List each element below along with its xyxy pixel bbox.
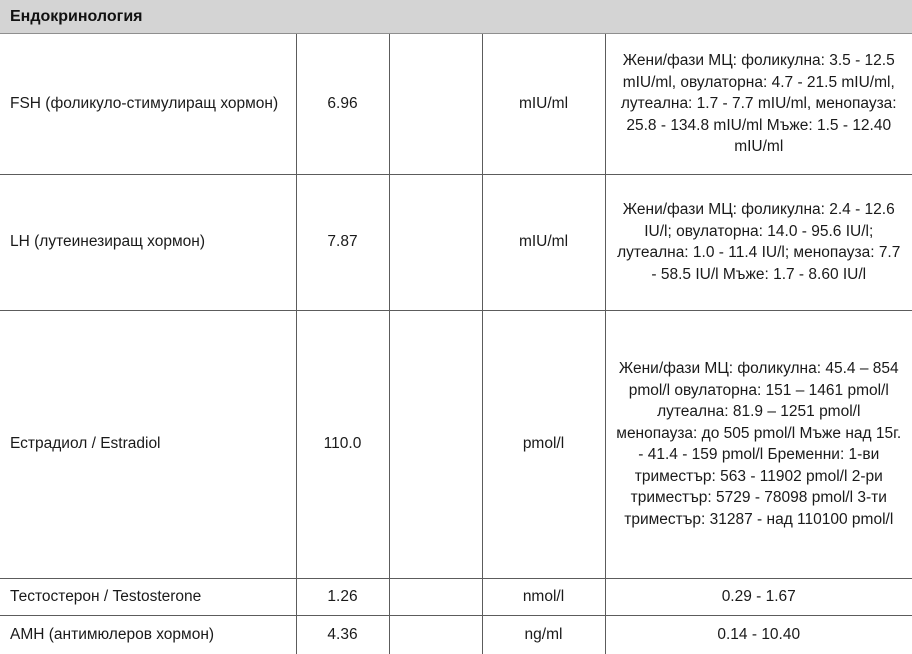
unit-cell: ng/ml <box>482 615 605 654</box>
result-value-cell: 6.96 <box>296 34 389 174</box>
unit-cell: pmol/l <box>482 310 605 578</box>
test-name-cell: Тестостерон / Testosterone <box>0 578 296 615</box>
table-row <box>0 34 912 174</box>
unit-cell: mIU/ml <box>482 34 605 174</box>
test-name-cell: АМН (антимюлеров хормон) <box>0 615 296 654</box>
table-row <box>0 310 912 578</box>
reference-range-cell: Жени/фази МЦ: фоликулна: 2.4 - 12.6 IU/l; овулаторна: 14.0 - 95.6 IU/l; лутеална: 1.0 - 11.4 IU/l; менопауза: 7.7 - 58.5 IU/l Мъже: 1.7 - 8.60 IU/l <box>605 174 912 310</box>
flag-cell <box>389 578 482 615</box>
table-row <box>0 174 912 310</box>
result-value-cell: 110.0 <box>296 310 389 578</box>
flag-cell <box>389 615 482 654</box>
reference-range-cell: 0.29 - 1.67 <box>605 578 912 615</box>
reference-range-cell: Жени/фази МЦ: фоликулна: 45.4 – 854 pmol/l овулаторна: 151 – 1461 pmol/l лутеална: 81.9 – 1251 pmol/l менопауза: до 505 pmol/l Мъже над 15г. - 41.4 - 159 pmol/l Бременни: 1-ви триместър: 563 - 11902 pmol/l 2-ри триместър: 5729 - 78098 pmol/l 3-ти триместър: 31287 - над 110100 pmol/l <box>605 310 912 578</box>
result-value-cell: 4.36 <box>296 615 389 654</box>
section-title: Ендокринология <box>0 0 912 34</box>
unit-cell: nmol/l <box>482 578 605 615</box>
flag-cell <box>389 310 482 578</box>
table-row <box>0 615 912 654</box>
test-name-cell: Естрадиол / Estradiol <box>0 310 296 578</box>
reference-range-cell: 0.14 - 10.40 <box>605 615 912 654</box>
flag-cell <box>389 34 482 174</box>
test-name-cell: LH (лутеинезиращ хормон) <box>0 174 296 310</box>
table-row <box>0 578 912 615</box>
unit-cell: mIU/ml <box>482 174 605 310</box>
reference-range-cell: Жени/фази МЦ: фоликулна: 3.5 - 12.5 mIU/ml, овулаторна: 4.7 - 21.5 mIU/ml, лутеална: 1.7 - 7.7 mIU/ml, менопауза: 25.8 - 134.8 mIU/ml Мъже: 1.5 - 12.40 mIU/ml <box>605 34 912 174</box>
results-table <box>0 34 912 654</box>
flag-cell <box>389 174 482 310</box>
result-value-cell: 7.87 <box>296 174 389 310</box>
test-name-cell: FSH (фоликуло-стимулиращ хормон) <box>0 34 296 174</box>
result-value-cell: 1.26 <box>296 578 389 615</box>
